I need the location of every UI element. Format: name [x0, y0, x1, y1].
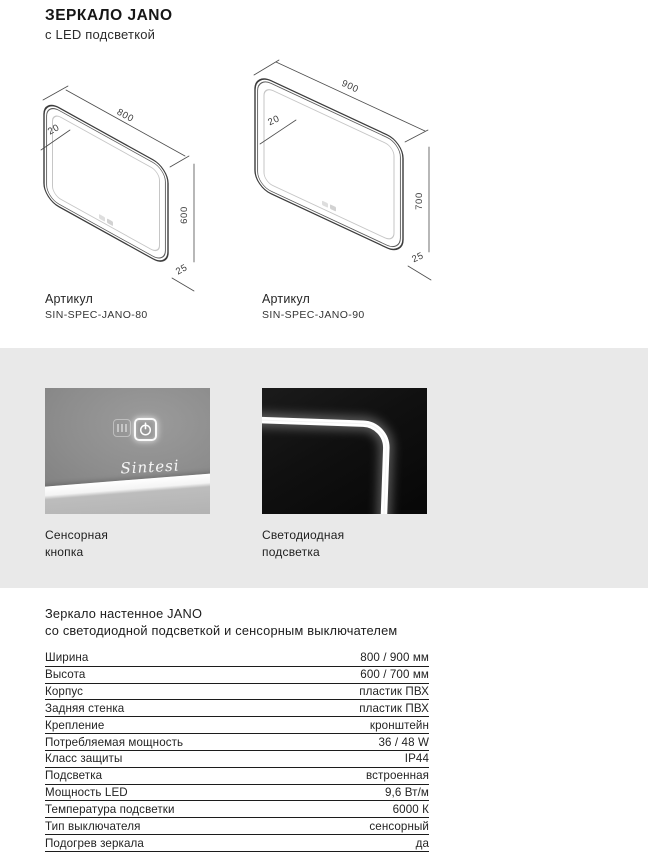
table-row — [45, 650, 429, 667]
spec-value: сенсорный — [369, 819, 429, 833]
dim-height-label: 600 — [179, 206, 190, 224]
dim-frame-label: 20 — [45, 122, 62, 138]
spec-value: 6000 К — [392, 802, 429, 816]
spec-label: Подогрев зеркала — [45, 836, 144, 850]
dim-width-label: 800 — [114, 106, 136, 125]
article-block-80 — [45, 292, 148, 321]
spec-label: Температура подсветки — [45, 802, 175, 816]
spec-label: Мощность LED — [45, 786, 128, 800]
table-row — [45, 700, 429, 717]
table-row — [45, 768, 429, 785]
caption-line: кнопка — [45, 544, 84, 559]
spec-table — [45, 650, 429, 852]
dim-depth-label: 25 — [410, 250, 426, 266]
table-row — [45, 734, 429, 751]
dim-width-label: 900 — [339, 78, 361, 96]
article-code: SIN-SPEC-JANO-90 — [262, 309, 365, 321]
table-row — [45, 785, 429, 802]
caption-line: Светодиодная — [262, 528, 345, 542]
spec-value: 36 / 48 W — [378, 735, 429, 749]
table-row — [45, 801, 429, 818]
caption-led-backlight — [262, 527, 344, 560]
spec-value: 600 / 700 мм — [360, 668, 429, 682]
spec-value: кронштейн — [369, 718, 429, 732]
table-row — [45, 684, 429, 701]
spec-title-line: Зеркало настенное JANO — [45, 606, 203, 621]
spec-title-line: со светодиодной подсветкой и сенсорным выключателем — [45, 622, 398, 638]
table-row — [45, 818, 429, 835]
power-icon — [134, 418, 157, 441]
page-subtitle: с LED подсветкой — [45, 27, 156, 42]
spec-label: Ширина — [45, 651, 89, 665]
dim-frame-label: 20 — [266, 113, 282, 129]
dimmer-icon — [113, 419, 131, 437]
spec-section-title — [45, 606, 397, 639]
spec-label: Задняя стенка — [45, 701, 125, 715]
dim-height-label: 700 — [414, 192, 425, 210]
dim-depth-label: 25 — [173, 262, 190, 278]
caption-line: Сенсорная — [45, 528, 109, 542]
spec-label: Крепление — [45, 718, 105, 732]
caption-touch-button — [45, 527, 108, 560]
spec-label: Потребляемая мощность — [45, 735, 184, 749]
led-backlight-photo — [262, 388, 427, 514]
spec-label: Корпус — [45, 685, 83, 699]
spec-value: 9,6 Вт/м — [385, 786, 429, 800]
led-corner-glow — [262, 388, 427, 514]
mirror-drawing-900 — [248, 56, 458, 306]
caption-line: подсветка — [262, 544, 320, 559]
spec-value: да — [415, 836, 429, 850]
article-block-90 — [262, 292, 365, 321]
mirror-outline — [255, 73, 403, 255]
spec-label: Тип выключателя — [45, 819, 141, 833]
spec-label: Подсветка — [45, 769, 103, 783]
table-row — [45, 751, 429, 768]
article-label: Артикул — [45, 292, 94, 306]
shelf-edge — [45, 473, 210, 514]
table-row — [45, 667, 429, 684]
table-row — [45, 835, 429, 852]
mirror-drawing-800 — [36, 82, 236, 304]
spec-value: IP44 — [404, 752, 429, 766]
table-row — [45, 717, 429, 734]
mirror-outline — [44, 99, 168, 267]
spec-label: Высота — [45, 668, 86, 682]
spec-value: пластик ПВХ — [359, 701, 429, 715]
touch-button-photo — [45, 388, 210, 514]
spec-value: 800 / 900 мм — [360, 651, 429, 665]
spec-label: Класс защиты — [45, 752, 123, 766]
article-label: Артикул — [262, 292, 311, 306]
spec-value: встроенная — [365, 769, 429, 783]
page-title: ЗЕРКАЛО JANO — [45, 7, 173, 24]
article-code: SIN-SPEC-JANO-80 — [45, 309, 148, 321]
spec-value: пластик ПВХ — [359, 685, 429, 699]
brand-logo: Sintesi — [119, 456, 180, 478]
